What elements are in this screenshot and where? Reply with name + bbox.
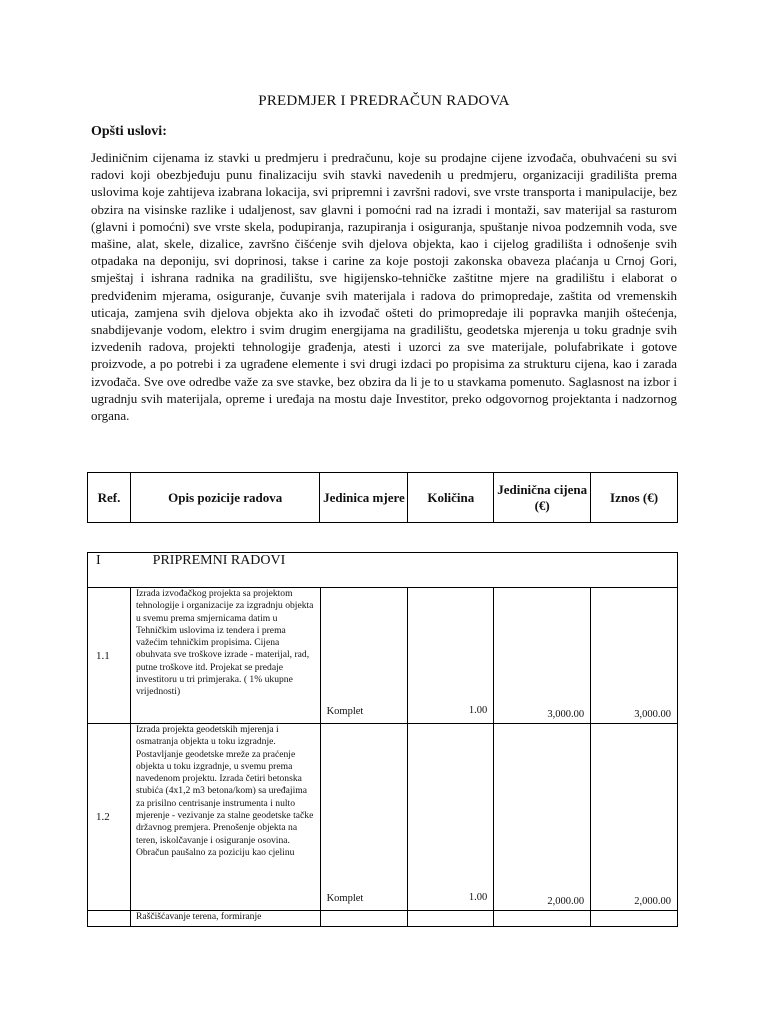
column-header-table xyxy=(87,472,678,523)
section-name: PRIPREMNI RADOVI xyxy=(152,553,286,568)
header-description: Opis pozicije radova xyxy=(130,473,320,523)
row-description: Raščišćavanje terena, formiranje xyxy=(130,911,320,927)
header-ref: Ref. xyxy=(88,473,131,523)
section-number: I xyxy=(96,553,101,568)
header-unit: Jedinica mjere xyxy=(320,473,408,523)
row-ref xyxy=(88,911,131,927)
column-header-row xyxy=(88,473,678,523)
row-amount: 2,000.00 xyxy=(591,724,678,911)
row-description: Izrada izvođačkog projekta sa projektom tehnologije i organizacije za izgradnju objekta u svemu prema smjernicama datim u Tehničkim uslovima iz tendera i prema važećim tehničkim propisima. Cijena obuhvata sve troškove izrade - materijal, rad, putne troškove itd. Projekat se predaje investitoru u tri primjeraka. ( 1% ukupne vrijednosti) xyxy=(130,588,320,724)
row-unit: Komplet xyxy=(320,588,408,724)
row-unit: Komplet xyxy=(320,724,408,911)
row-unit xyxy=(320,911,408,927)
row-amount: 3,000.00 xyxy=(591,588,678,724)
row-description: Izrada projekta geodetskih mjerenja i osmatranja objekta u toku izgradnje. Postavljanje geodetske mreže za praćenje objekta u toku izgradnje, u svemu prema navedenom projektu. Izrada četiri betonska stubića (4x1,2 m3 betona/kom) sa uređajima za prisilno centrisanje instrumenta i nulto mjerenje - vezivanje za stalne geodetske tačke državnog premjera. Prenošenje objekta na teren, iskolčavanje i osiguranje osovina. Obračun paušalno za poziciju kao cjelinu xyxy=(130,724,320,911)
table-row xyxy=(88,724,678,911)
table-row xyxy=(88,588,678,724)
row-quantity xyxy=(408,911,494,927)
items-table xyxy=(87,552,678,927)
row-ref: 1.1 xyxy=(88,588,131,724)
row-quantity: 1.00 xyxy=(408,724,494,911)
row-ref: 1.2 xyxy=(88,724,131,911)
table-row xyxy=(88,911,678,927)
section-cell xyxy=(88,553,678,588)
section-row xyxy=(88,553,678,588)
general-conditions-paragraph: Jediničnim cijenama iz stavki u predmjeru i predračunu, koje su prodajne cijene izvođača, obuhvaćeni su svi radovi koji obezbjeđuju punu finalizaciju svih stavki navedenih u predmjeru, organizaciji gradilišta prema uslovima koje zahtijeva izabrana lokacija, svi pripremni i završni radovi, sve vrste transporta i manipulacije, bez obzira na visinske razlike i udaljenost, sav glavni i pomoćni rad na izradi i montaži, sav materijal sa rasturom (glavni i pomoćni) sve vrste skela, podupiranja, razupiranja i osiguranja, spuštanje nivoa podzemnih voda, sve mašine, alat, skele, dizalice, završno čišćenje svih djelova objekta, kao i cijelog gradilišta i odnošenje svih otpadaka na deponiju, svi doprinosi, takse i carine za koje postoji zakonska obaveza plaćanja u Crnoj Gori, smještaj i ishrana radnika na gradilištu, sve higijensko-tehničke zaštitne mjere na gradilištu i elaborat o predviđenim mjerama, osiguranje, čuvanje svih materijala i radova do primopredaje, zaštita od vremenskih uticaja, zamjena svih djelova objekta ako ih izvođač ošteti do primopredaje ili popravka manjih oštećenja, snabdijevanje vodom, elektro i svim drugim energijama na gradilištu, geodetska mjerenja u toku gradnje svih izvedenih radova, projekti tehnologije građenja, atesti i uzorci za sve materijale, polufabrikate i gotove proizvode, a po potrebi i za ugrađene elemente i svi drugi izdaci po propisima za strukturu cijena, kao i zarada izvođača. Sve ove odredbe važe za sve stavke, bez obzira da li je to u stavkama pomenuto. Saglasnost na izbor i ugradnju svih materijala, opreme i uređaja na mostu daje Investitor, preko odgovornog projektanta i nadzornog organa. xyxy=(91,150,677,424)
row-unit-price: 3,000.00 xyxy=(494,588,591,724)
row-unit-price xyxy=(494,911,591,927)
section-subtitle: Opšti uslovi: xyxy=(91,124,167,139)
row-unit-price: 2,000.00 xyxy=(494,724,591,911)
row-amount xyxy=(591,911,678,927)
header-unit-price: Jedinična cijena (€) xyxy=(494,473,591,523)
header-amount: Iznos (€) xyxy=(591,473,678,523)
header-quantity: Količina xyxy=(408,473,494,523)
row-quantity: 1.00 xyxy=(408,588,494,724)
document-title: PREDMJER I PREDRAČUN RADOVA xyxy=(258,93,510,109)
